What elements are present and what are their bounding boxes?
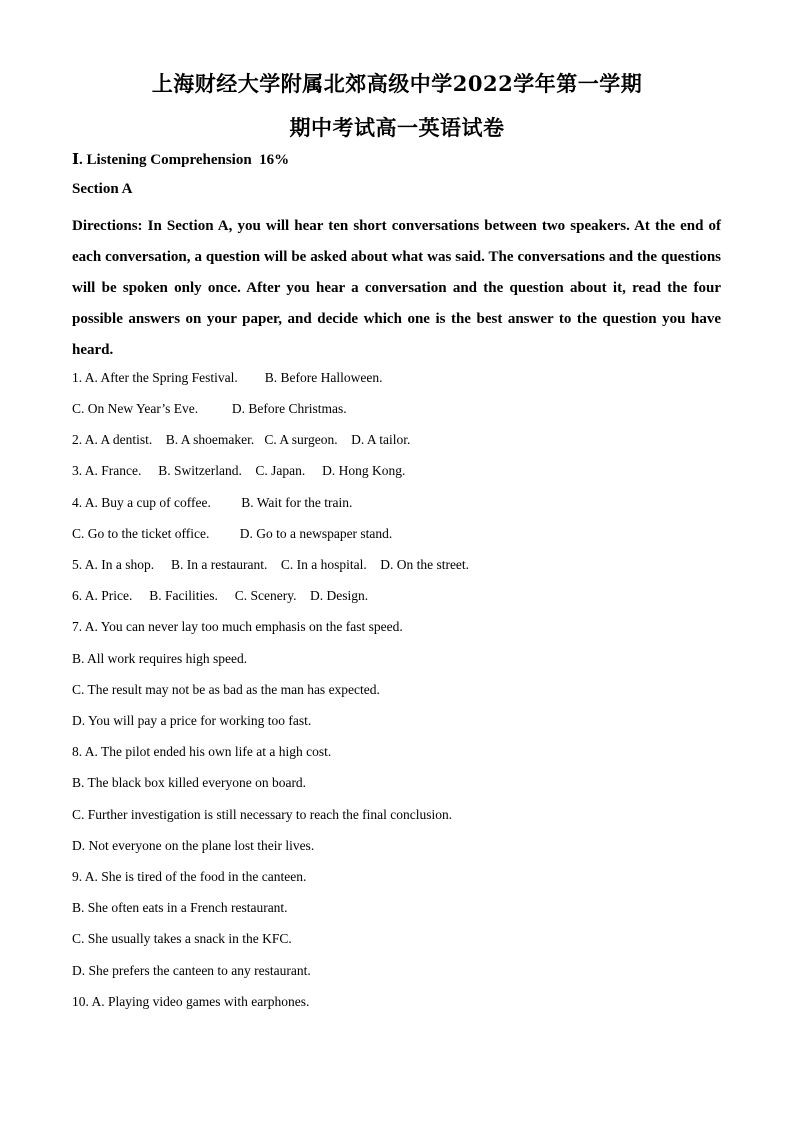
- question-line: 9. A. She is tired of the food in the canteen.: [72, 869, 307, 884]
- question-line: 8. A. The pilot ended his own life at a high cost.: [72, 744, 332, 759]
- question-line: 3. A. France. B. Switzerland. C. Japan. D. Hong Kong.: [72, 463, 406, 478]
- question-line: C. She usually takes a snack in the KFC.: [72, 931, 292, 946]
- question-line: B. The black box killed everyone on board.: [72, 775, 307, 790]
- directions-paragraph: Directions: In Section A, you will hear ten short conversations between two speakers. At the end of each conversation, a question will be asked about what was said. The conversations and the questions will be spoken only once. After you hear a conversation and the question about it, read the four possible answers on your paper, and decide which one is the best answer to the question you have heard.: [72, 218, 721, 358]
- section-heading: Section A: [72, 181, 133, 197]
- exam-subtitle: 期中考试高一英语试卷: [289, 115, 505, 140]
- question-line: 10. A. Playing video games with earphones.: [72, 994, 310, 1009]
- question-line: C. On New Year’s Eve. D. Before Christmas.: [72, 401, 347, 416]
- question-line: 6. A. Price. B. Facilities. C. Scenery. D. Design.: [72, 588, 369, 603]
- question-line: B. All work requires high speed.: [72, 651, 248, 666]
- question-line: D. Not everyone on the plane lost their lives.: [72, 838, 315, 853]
- question-line: 2. A. A dentist. B. A shoemaker. C. A surgeon. D. A tailor.: [72, 432, 411, 447]
- question-line: C. Further investigation is still necessary to reach the final conclusion.: [72, 807, 453, 822]
- question-line: 1. A. After the Spring Festival. B. Before Halloween.: [72, 370, 383, 385]
- question-line: 7. A. You can never lay too much emphasis on the fast speed.: [72, 619, 403, 634]
- question-line: D. She prefers the canteen to any restaurant.: [72, 963, 311, 978]
- part-heading: Ⅰ. Listening Comprehension 16%: [72, 152, 290, 168]
- question-line: C. The result may not be as bad as the man has expected.: [72, 682, 380, 697]
- question-line: 5. A. In a shop. B. In a restaurant. C. In a hospital. D. On the street.: [72, 557, 470, 572]
- question-line: B. She often eats in a French restaurant.: [72, 900, 288, 915]
- question-line: 4. A. Buy a cup of coffee. B. Wait for the train.: [72, 495, 353, 510]
- exam-title: 上海财经大学附属北郊高级中学2022学年第一学期: [151, 71, 643, 96]
- question-line: C. Go to the ticket office. D. Go to a newspaper stand.: [72, 526, 393, 541]
- question-line: D. You will pay a price for working too fast.: [72, 713, 312, 728]
